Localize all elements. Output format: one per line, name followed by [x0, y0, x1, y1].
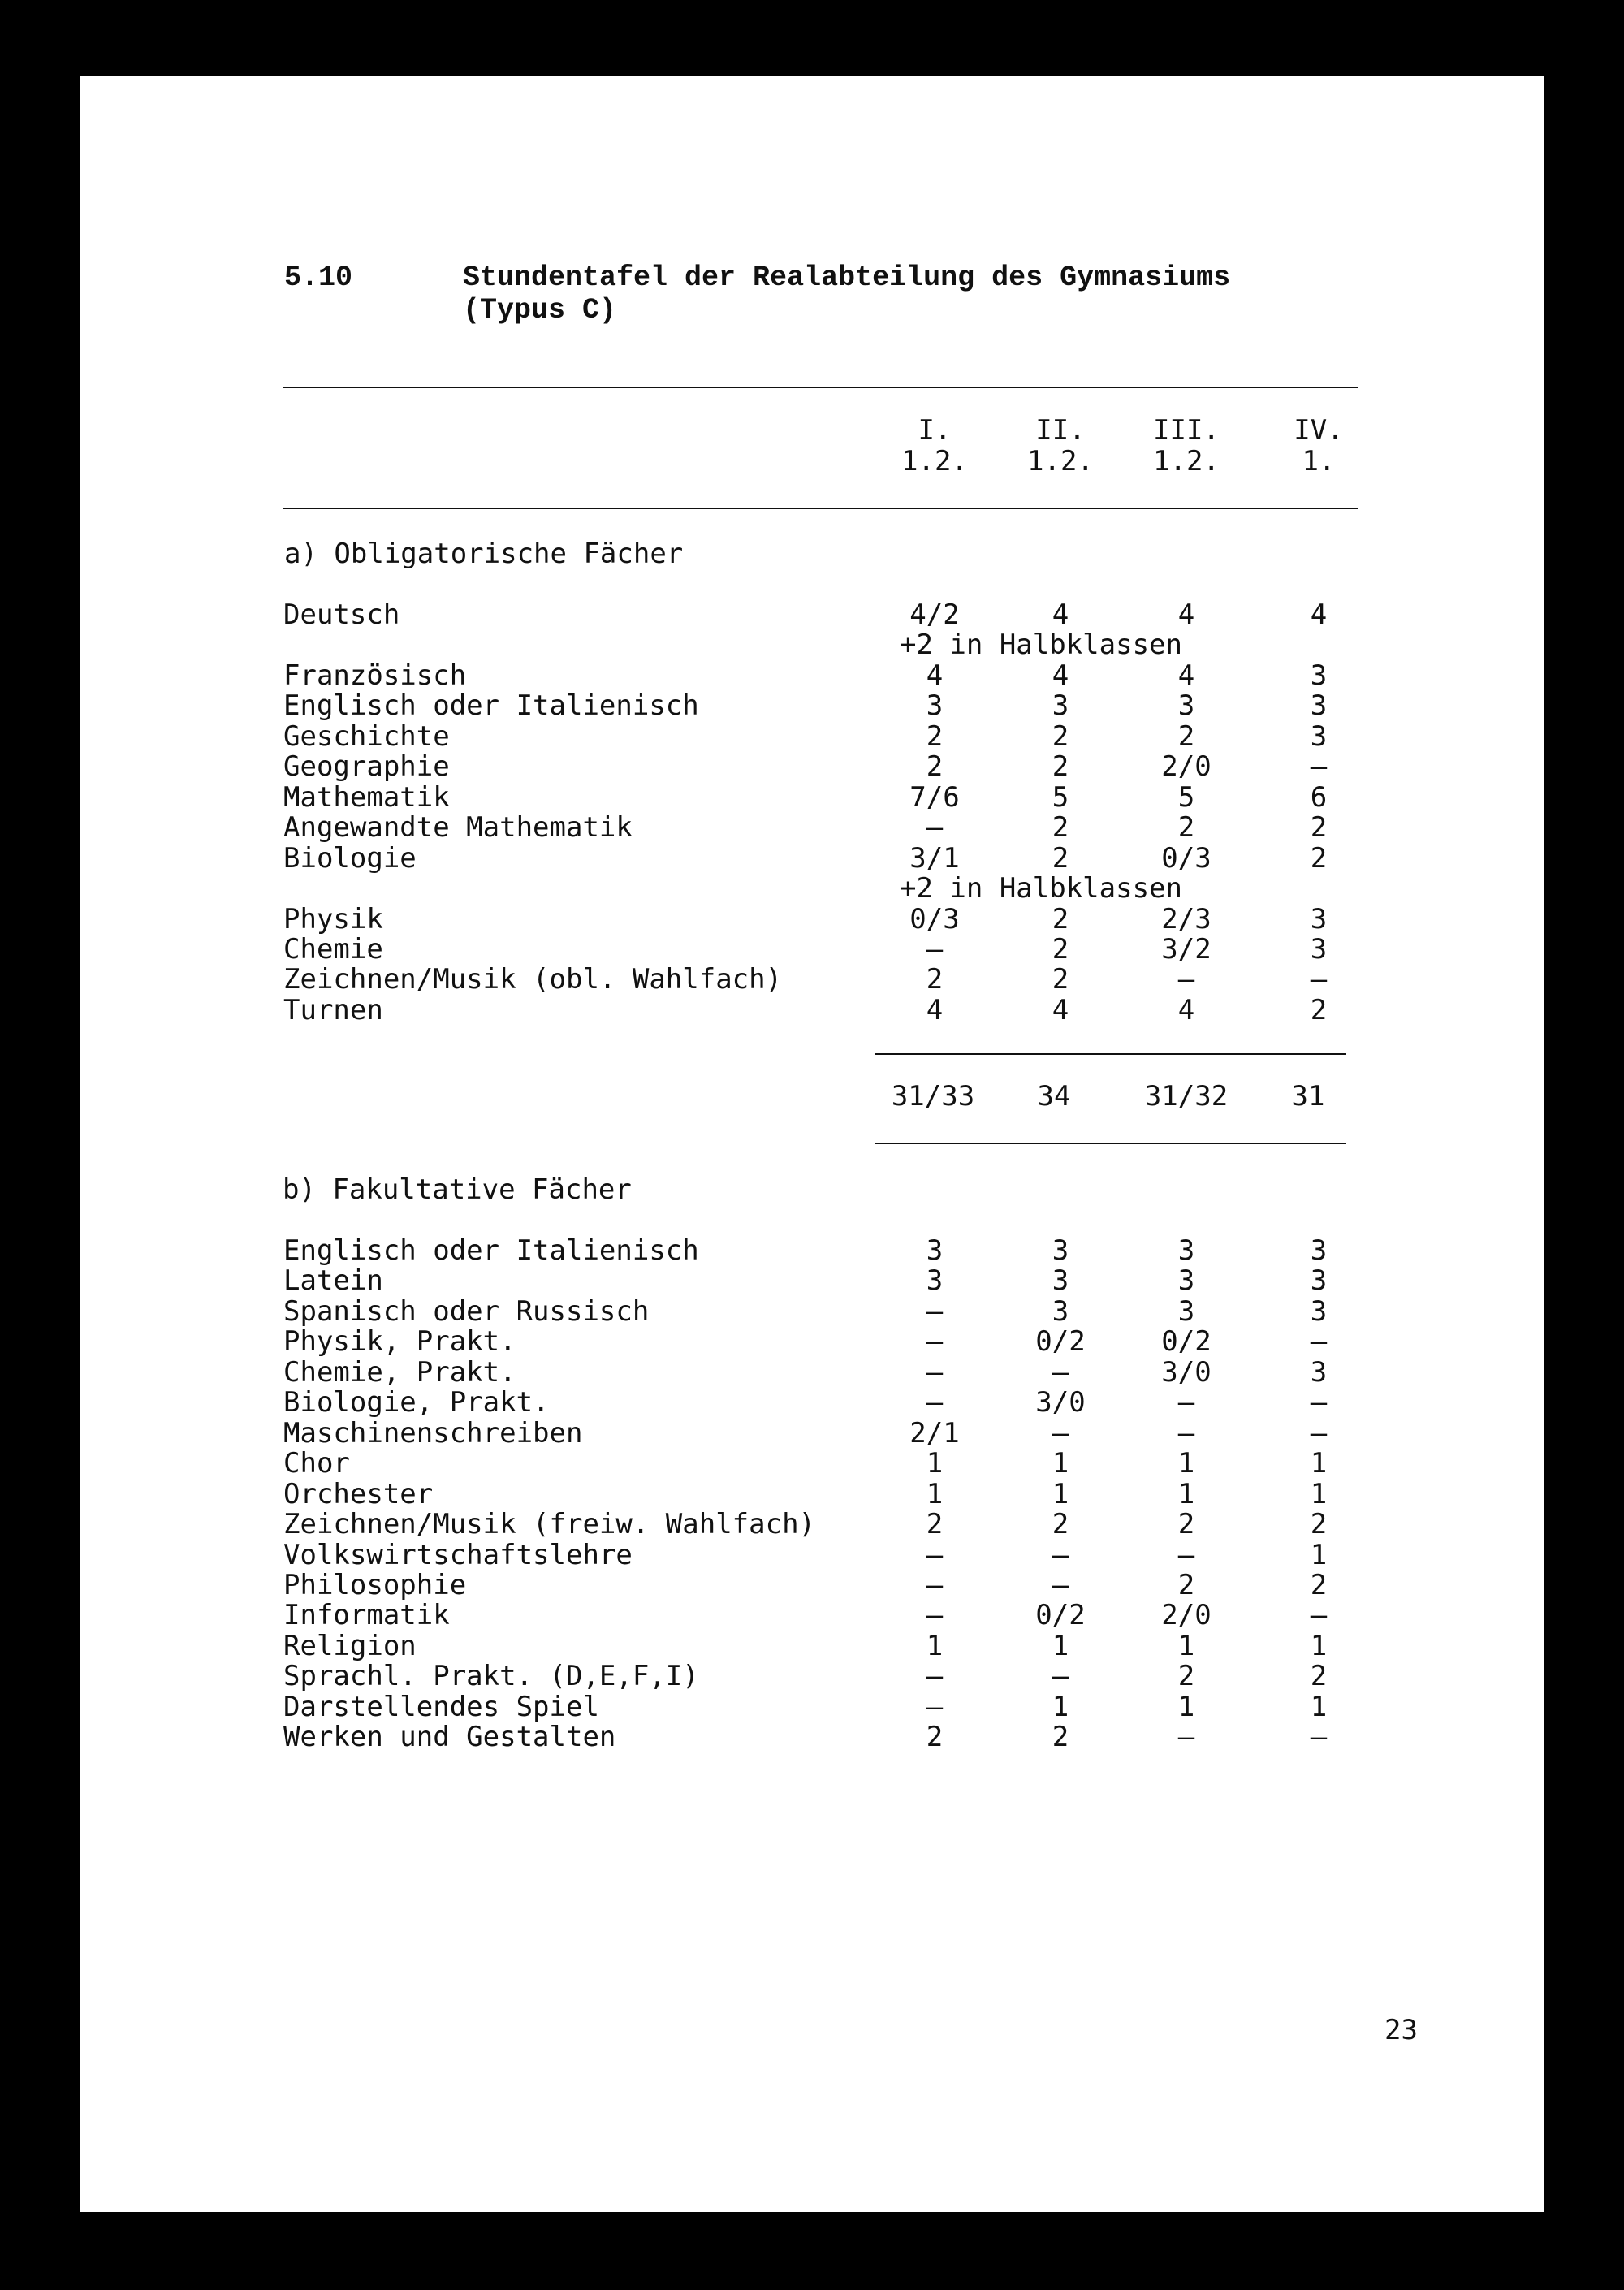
row-note: +2 in Halbklassen — [900, 629, 1182, 662]
row-value: – — [926, 1568, 944, 1601]
row-value: 3 — [1177, 689, 1195, 723]
row-value: 2 — [926, 719, 944, 753]
row-label: Orchester — [283, 1477, 434, 1510]
row-value: 0/2 — [1161, 1325, 1212, 1359]
row-value: 2 — [1177, 1568, 1195, 1601]
header-top-rule — [283, 387, 1358, 388]
row-value: – — [1310, 750, 1328, 784]
row-value: 1 — [1177, 1447, 1195, 1480]
row-value: 4/2 — [909, 598, 960, 631]
row-value: – — [1052, 1568, 1069, 1601]
row-value: 1 — [1310, 1538, 1328, 1571]
document-subtitle: (Typus C) — [463, 294, 617, 326]
row-value: 1 — [926, 1477, 944, 1510]
row-note: +2 in Halbklassen — [900, 872, 1182, 905]
row-value: – — [1177, 1538, 1195, 1571]
row-value: 1 — [1310, 1690, 1328, 1723]
row-value: 3 — [1052, 1294, 1069, 1328]
row-value: 1 — [1052, 1477, 1069, 1510]
row-value: 2 — [1177, 719, 1195, 753]
row-value: – — [1177, 1416, 1195, 1450]
row-label: Darstellendes Spiel — [283, 1690, 599, 1723]
row-label: Englisch oder Italienisch — [283, 1234, 699, 1267]
total-value: 31 — [1291, 1080, 1325, 1113]
row-value: 1 — [926, 1629, 944, 1662]
row-value: – — [1052, 1355, 1069, 1389]
section-a-title: a) Obligatorische Fächer — [284, 538, 684, 570]
row-value: 3/0 — [1161, 1355, 1212, 1389]
row-value: 3 — [1052, 689, 1069, 723]
row-value: 3 — [1310, 1294, 1328, 1328]
row-value: 2/1 — [909, 1416, 960, 1450]
total-value: 31/33 — [891, 1080, 975, 1113]
row-value: – — [1310, 1325, 1328, 1359]
row-value: 0/2 — [1035, 1599, 1086, 1632]
column-header-roman: II. — [1035, 414, 1086, 447]
total-value: 31/32 — [1144, 1080, 1229, 1113]
row-value: 3 — [1177, 1264, 1195, 1298]
section-b-title: b) Fakultative Fächer — [283, 1173, 632, 1206]
row-value: 1 — [1310, 1629, 1328, 1662]
row-value: – — [926, 1386, 944, 1419]
row-value: – — [926, 811, 944, 845]
row-value: 2 — [1052, 841, 1069, 875]
row-label: Geographie — [283, 750, 450, 784]
row-value: 6 — [1310, 780, 1328, 814]
row-label: Latein — [283, 1264, 383, 1298]
row-label: Mathematik — [283, 780, 450, 814]
row-label: Chemie, Prakt. — [283, 1355, 516, 1389]
row-value: 2 — [1310, 1508, 1328, 1541]
row-value: – — [1052, 1538, 1069, 1571]
row-value: 4 — [926, 993, 944, 1026]
row-value: – — [926, 1690, 944, 1723]
row-value: 3/0 — [1035, 1386, 1086, 1419]
row-value: 3/2 — [1161, 932, 1212, 966]
row-value: 3 — [1310, 902, 1328, 935]
row-value: 3 — [1052, 1264, 1069, 1298]
row-value: – — [1177, 1721, 1195, 1754]
row-value: – — [1052, 1416, 1069, 1450]
row-value: 7/6 — [909, 780, 960, 814]
column-header-semesters: 1.2. — [1027, 445, 1094, 477]
row-label: Spanisch oder Russisch — [283, 1294, 650, 1328]
totals-top-rule — [875, 1053, 1346, 1055]
row-value: 1 — [1310, 1477, 1328, 1510]
column-header-roman: I. — [918, 414, 952, 447]
row-label: Physik, Prakt. — [283, 1325, 516, 1359]
row-value: 2 — [1052, 811, 1069, 845]
row-value: 2 — [1310, 1568, 1328, 1601]
row-value: 4 — [1052, 659, 1069, 692]
row-value: – — [1310, 1599, 1328, 1632]
column-header-roman: III. — [1153, 414, 1220, 447]
total-value: 34 — [1037, 1080, 1071, 1113]
row-value: 2/0 — [1161, 750, 1212, 784]
row-label: Turnen — [283, 993, 383, 1026]
row-label: Maschinenschreiben — [283, 1416, 583, 1450]
row-value: 3 — [926, 1234, 944, 1267]
row-value: 2 — [1177, 1660, 1195, 1693]
row-label: Philosophie — [283, 1568, 467, 1601]
row-value: – — [926, 932, 944, 966]
row-value: 4 — [926, 659, 944, 692]
row-value: – — [926, 1355, 944, 1389]
column-header-semesters: 1. — [1302, 445, 1336, 477]
row-value: 2 — [1052, 1508, 1069, 1541]
row-value: 2 — [1310, 811, 1328, 845]
row-value: 2 — [926, 1508, 944, 1541]
row-value: 2 — [1310, 841, 1328, 875]
row-value: 0/3 — [909, 902, 960, 935]
row-value: 1 — [926, 1447, 944, 1480]
row-value: 3 — [1310, 1234, 1328, 1267]
row-value: 2 — [1052, 719, 1069, 753]
row-value: – — [1310, 1721, 1328, 1754]
row-value: 4 — [1052, 993, 1069, 1026]
row-value: 2 — [926, 963, 944, 996]
row-value: 3 — [1177, 1294, 1195, 1328]
row-label: Physik — [283, 902, 383, 935]
row-value: 5 — [1052, 780, 1069, 814]
row-value: 2/0 — [1161, 1599, 1212, 1632]
document-title: Stundentafel der Realabteilung des Gymnasiums — [463, 261, 1231, 294]
row-value: 3 — [1052, 1234, 1069, 1267]
row-value: 2 — [1177, 1508, 1195, 1541]
row-value: 1 — [1177, 1690, 1195, 1723]
row-value: 3 — [1310, 1355, 1328, 1389]
row-value: – — [926, 1538, 944, 1571]
row-label: Deutsch — [283, 598, 400, 631]
page-number: 23 — [1384, 2014, 1418, 2046]
row-value: 4 — [1177, 659, 1195, 692]
row-value: – — [926, 1325, 944, 1359]
header-bottom-rule — [283, 508, 1358, 509]
row-value: 2 — [1310, 993, 1328, 1026]
row-value: 2 — [926, 750, 944, 784]
row-label: Französisch — [283, 659, 467, 692]
row-label: Englisch oder Italienisch — [283, 689, 699, 723]
row-label: Biologie — [283, 841, 417, 875]
row-value: 3 — [1177, 1234, 1195, 1267]
row-label: Chemie — [283, 932, 383, 966]
row-value: 1 — [1177, 1477, 1195, 1510]
row-value: 2 — [926, 1721, 944, 1754]
row-value: 2 — [1310, 1660, 1328, 1693]
row-value: – — [1052, 1660, 1069, 1693]
row-value: 2 — [1052, 1721, 1069, 1754]
row-value: 3 — [1310, 719, 1328, 753]
row-value: 2 — [1052, 963, 1069, 996]
row-value: 4 — [1052, 598, 1069, 631]
row-value: 3 — [1310, 932, 1328, 966]
row-label: Religion — [283, 1629, 417, 1662]
row-label: Zeichnen/Musik (obl. Wahlfach) — [283, 963, 783, 996]
row-value: – — [926, 1599, 944, 1632]
row-value: 1 — [1177, 1629, 1195, 1662]
section-number: 5.10 — [284, 261, 353, 294]
row-value: – — [926, 1660, 944, 1693]
row-label: Sprachl. Prakt. (D,E,F,I) — [283, 1660, 699, 1693]
row-value: – — [1177, 1386, 1195, 1419]
document-page — [80, 76, 1544, 2212]
row-label: Geschichte — [283, 719, 450, 753]
row-value: 3 — [926, 689, 944, 723]
row-value: 2 — [1177, 811, 1195, 845]
row-value: 2 — [1052, 750, 1069, 784]
row-label: Werken und Gestalten — [283, 1721, 616, 1754]
row-label: Chor — [283, 1447, 350, 1480]
row-value: – — [1177, 963, 1195, 996]
column-header-semesters: 1.2. — [1153, 445, 1220, 477]
row-value: 3 — [1310, 1264, 1328, 1298]
row-value: 2/3 — [1161, 902, 1212, 935]
row-value: 3 — [1310, 659, 1328, 692]
column-header-semesters: 1.2. — [901, 445, 968, 477]
row-value: – — [926, 1294, 944, 1328]
row-value: 4 — [1177, 598, 1195, 631]
row-value: 0/2 — [1035, 1325, 1086, 1359]
row-value: 3 — [1310, 689, 1328, 723]
row-value: – — [1310, 1416, 1328, 1450]
row-label: Biologie, Prakt. — [283, 1386, 550, 1419]
row-value: 2 — [1052, 902, 1069, 935]
row-label: Angewandte Mathematik — [283, 811, 633, 845]
row-value: 0/3 — [1161, 841, 1212, 875]
row-value: 1 — [1052, 1690, 1069, 1723]
row-value: 1 — [1310, 1447, 1328, 1480]
row-value: 3 — [926, 1264, 944, 1298]
row-label: Volkswirtschaftslehre — [283, 1538, 633, 1571]
row-value: 3/1 — [909, 841, 960, 875]
row-value: 1 — [1052, 1629, 1069, 1662]
row-label: Informatik — [283, 1599, 450, 1632]
row-value: 5 — [1177, 780, 1195, 814]
row-value: 4 — [1310, 598, 1328, 631]
row-value: 4 — [1177, 993, 1195, 1026]
row-value: 2 — [1052, 932, 1069, 966]
totals-bottom-rule — [875, 1143, 1346, 1144]
row-value: – — [1310, 963, 1328, 996]
column-header-roman: IV. — [1294, 414, 1344, 447]
row-value: 1 — [1052, 1447, 1069, 1480]
row-label: Zeichnen/Musik (freiw. Wahlfach) — [283, 1508, 816, 1541]
row-value: – — [1310, 1386, 1328, 1419]
